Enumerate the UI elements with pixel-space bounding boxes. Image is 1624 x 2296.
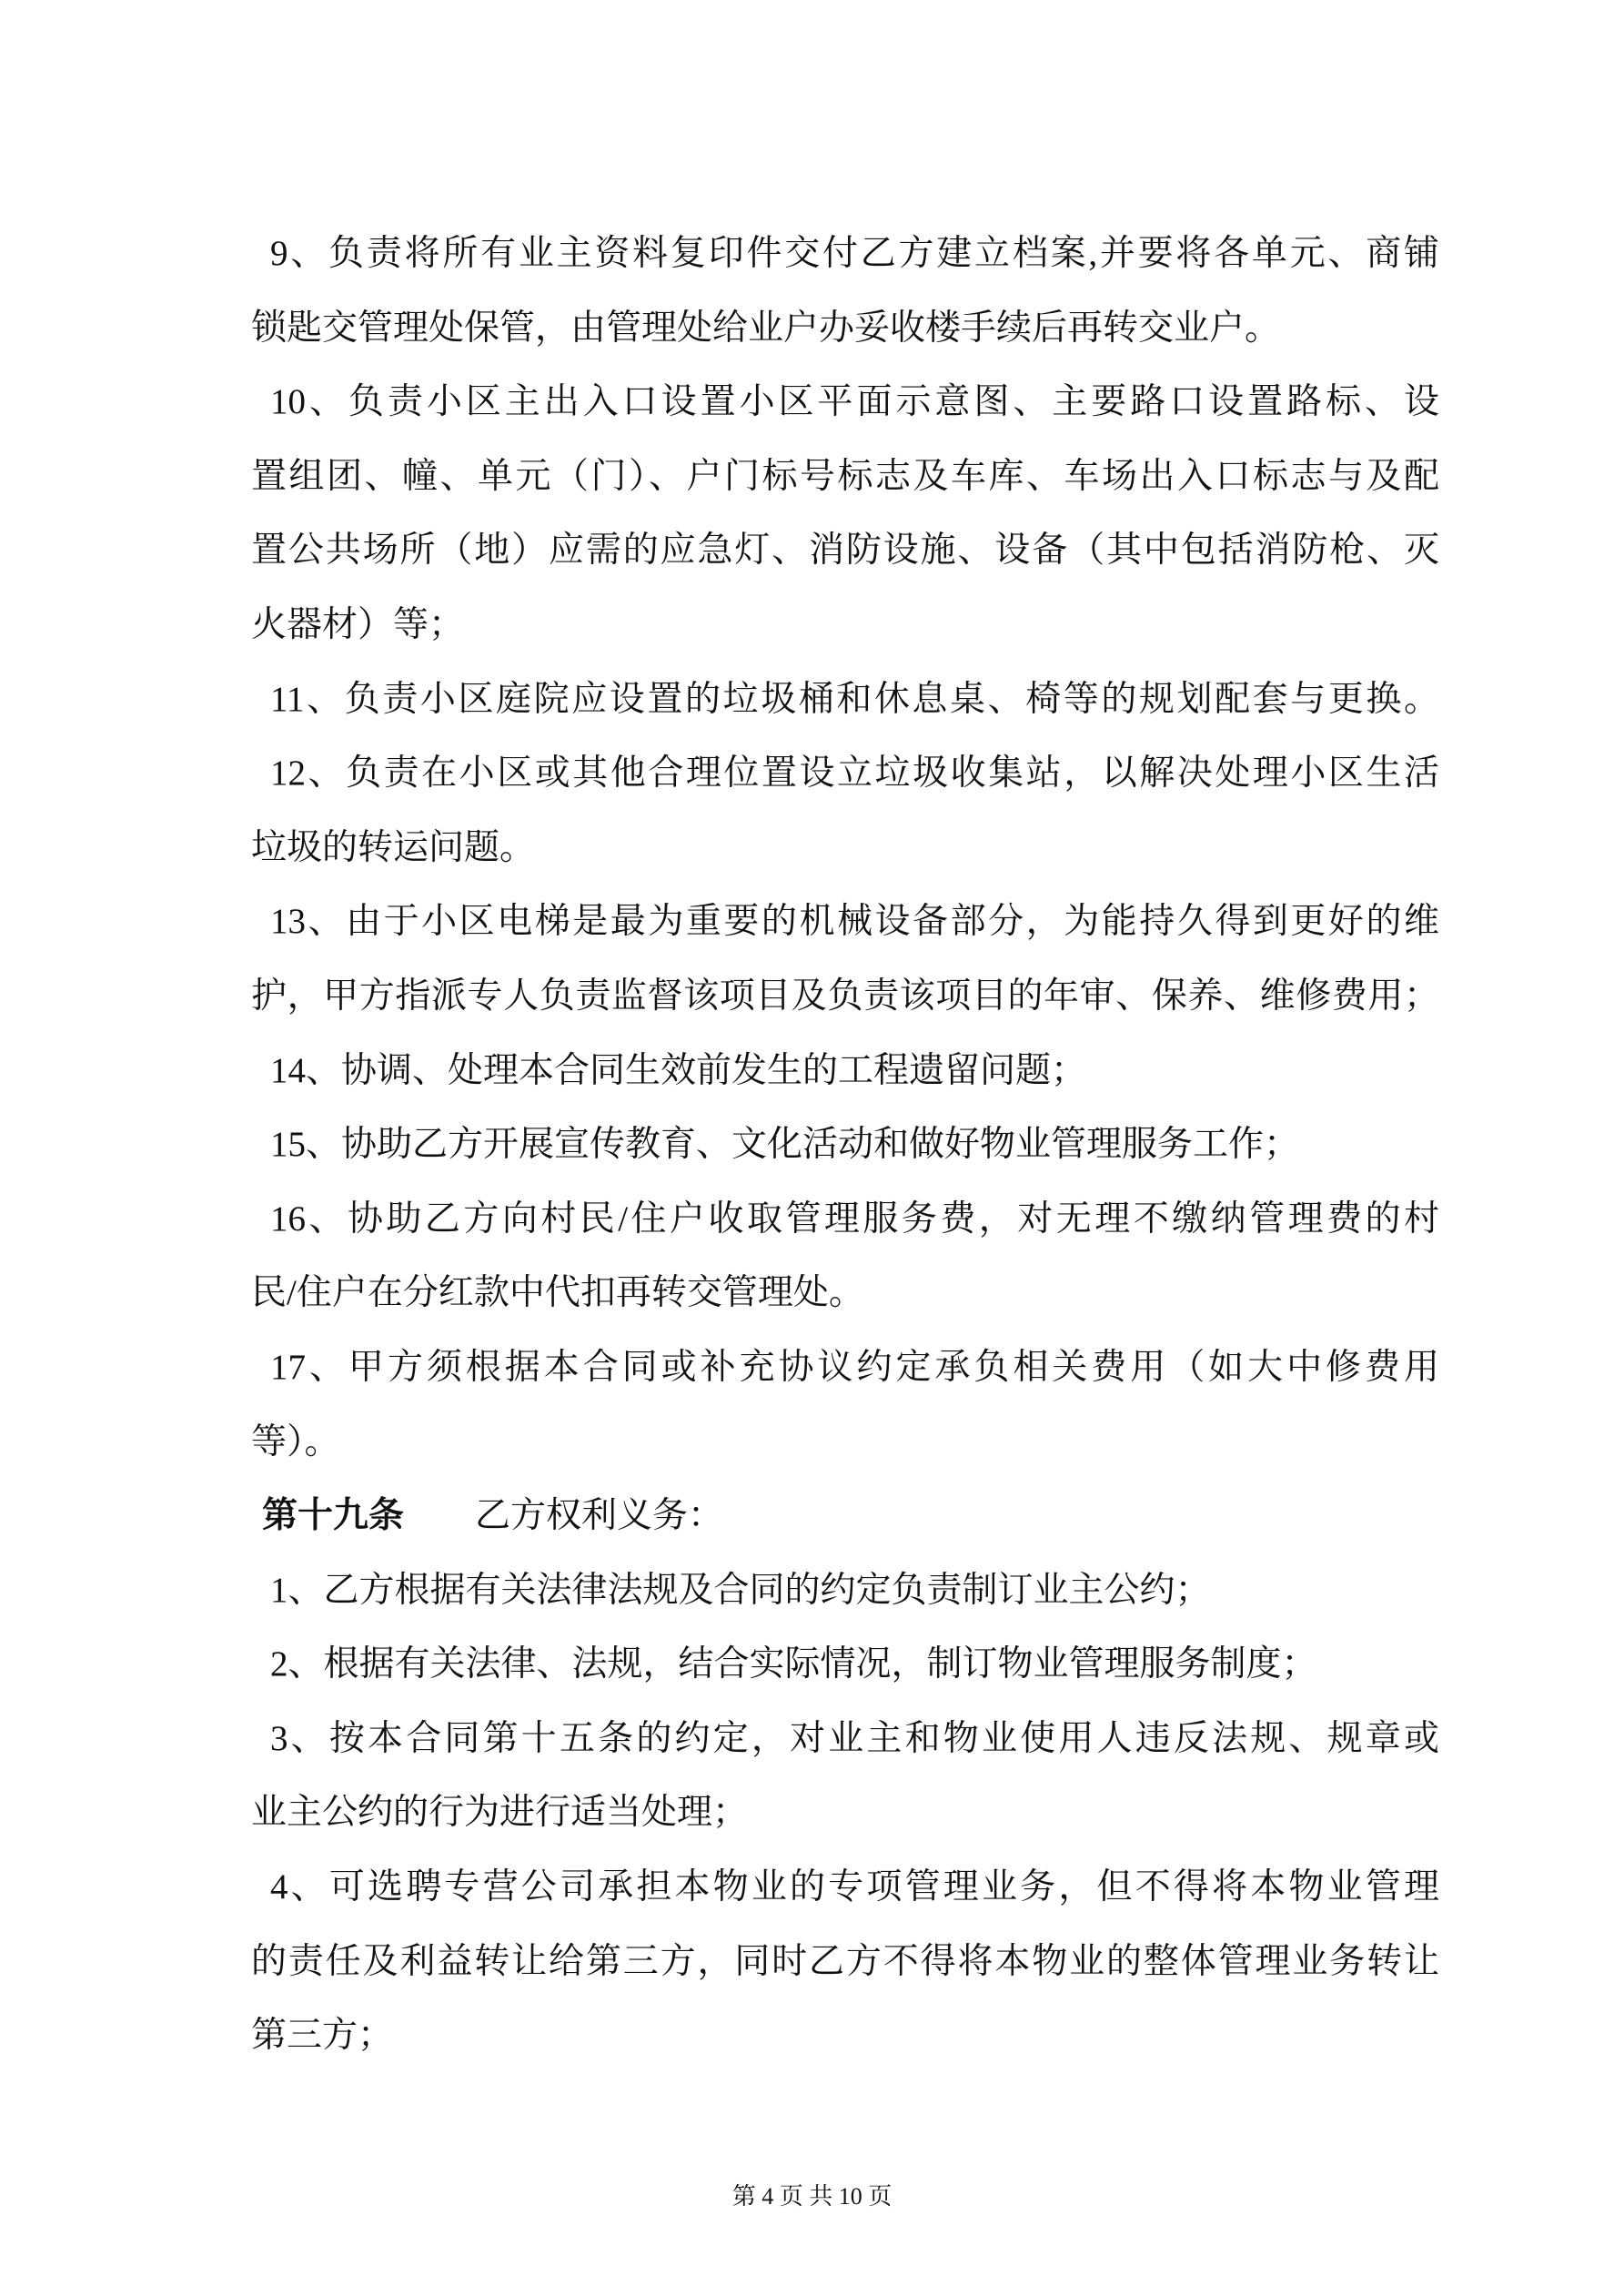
line-text: 2、根据有关法律、法规，结合实际情况，制订物业管理服务制度； — [270, 1644, 1317, 1684]
paragraph-line — [0, 1256, 1624, 1330]
paragraph-line — [0, 1925, 1624, 1999]
line-text: 置公共场所（地）应需的应急灯、消防设施、设备（其中包括消防枪、灭 — [251, 531, 1439, 571]
paragraph-line — [0, 513, 1624, 588]
paragraph-line — [0, 663, 1624, 737]
line-text: 第三方； — [251, 2016, 394, 2056]
paragraph-line — [0, 1998, 1624, 2073]
line-text: 11、负责小区庭院应设置的垃圾桶和休息桌、椅等的规划配套与更换。 — [270, 679, 1439, 719]
line-text: 业主公约的行为进行适当处理； — [251, 1793, 749, 1833]
line-text: 3、按本合同第十五条的约定，对业主和物业使用人违反法规、规章或 — [270, 1718, 1439, 1758]
paragraph-line — [0, 1702, 1624, 1776]
paragraph-line — [0, 440, 1624, 514]
line-text: 锁匙交管理处保管，由管理处给业户办妥收楼手续后再转交业户。 — [251, 308, 1281, 348]
paragraph-line — [0, 1034, 1624, 1108]
line-text: 1、乙方根据有关法律法规及合同的约定负责制订业主公约； — [270, 1570, 1211, 1610]
paragraph-line — [0, 1850, 1624, 1925]
line-text: 4、可选聘专营公司承担本物业的专项管理业务，但不得将本物业管理 — [270, 1867, 1439, 1907]
line-text: 民/住户在分红款中代扣再转交管理处。 — [251, 1273, 864, 1313]
paragraph-line — [0, 959, 1624, 1034]
paragraph-line — [0, 1405, 1624, 1480]
paragraph-line — [0, 291, 1624, 366]
line-text: 的责任及利益转让给第三方，同时乙方不得将本物业的整体管理业务转让 — [251, 1941, 1439, 1981]
line-text: 13、由于小区电梯是最为重要的机械设备部分，为能持久得到更好的维 — [270, 902, 1439, 942]
line-text: 火器材）等； — [251, 604, 465, 644]
line-text: 16、协助乙方向村民/住户收取管理服务费，对无理不缴纳管理费的村 — [270, 1199, 1439, 1239]
paragraph-line — [0, 588, 1624, 663]
paragraph-line — [0, 1553, 1624, 1628]
article-number: 第十九条 — [262, 1496, 405, 1536]
article-heading — [0, 1479, 1624, 1553]
line-text: 10、负责小区主出入口设置小区平面示意图、主要路口设置路标、设 — [270, 382, 1439, 422]
paragraph-line — [0, 1627, 1624, 1702]
line-text: 9、负责将所有业主资料复印件交付乙方建立档案,并要将各单元、商铺 — [270, 234, 1439, 273]
article-title: 乙方权利义务： — [475, 1496, 724, 1536]
page-number-footer: 第 4 页 共 10 页 — [731, 2183, 893, 2210]
line-text: 15、协助乙方开展宣传教育、文化活动和做好物业管理服务工作； — [270, 1125, 1300, 1165]
line-text: 等）。 — [251, 1421, 340, 1462]
line-text: 12、负责在小区或其他合理位置设立垃圾收集站，以解决处理小区生活 — [270, 754, 1439, 794]
paragraph-line — [0, 811, 1624, 885]
paragraph-line — [0, 217, 1624, 291]
line-text: 置组团、幢、单元（门）、户门标号标志及车库、车场出入口标志与及配 — [251, 456, 1439, 496]
paragraph-line — [0, 1775, 1624, 1850]
paragraph-line — [0, 736, 1624, 811]
paragraph-line — [0, 1330, 1624, 1405]
line-text: 14、协调、处理本合同生效前发生的工程遗留问题； — [270, 1050, 1087, 1090]
paragraph-line — [0, 365, 1624, 440]
line-text: 垃圾的转运问题。 — [251, 827, 536, 867]
line-text: 护，甲方指派专人负责监督该项目及负责该项目的年审、保养、维修费用； — [251, 976, 1439, 1016]
document-body — [0, 217, 1624, 2073]
paragraph-line — [0, 1108, 1624, 1182]
line-text: 17、甲方须根据本合同或补充协议约定承负相关费用（如大中修费用 — [270, 1347, 1439, 1387]
paragraph-line — [0, 885, 1624, 959]
paragraph-line — [0, 1182, 1624, 1257]
